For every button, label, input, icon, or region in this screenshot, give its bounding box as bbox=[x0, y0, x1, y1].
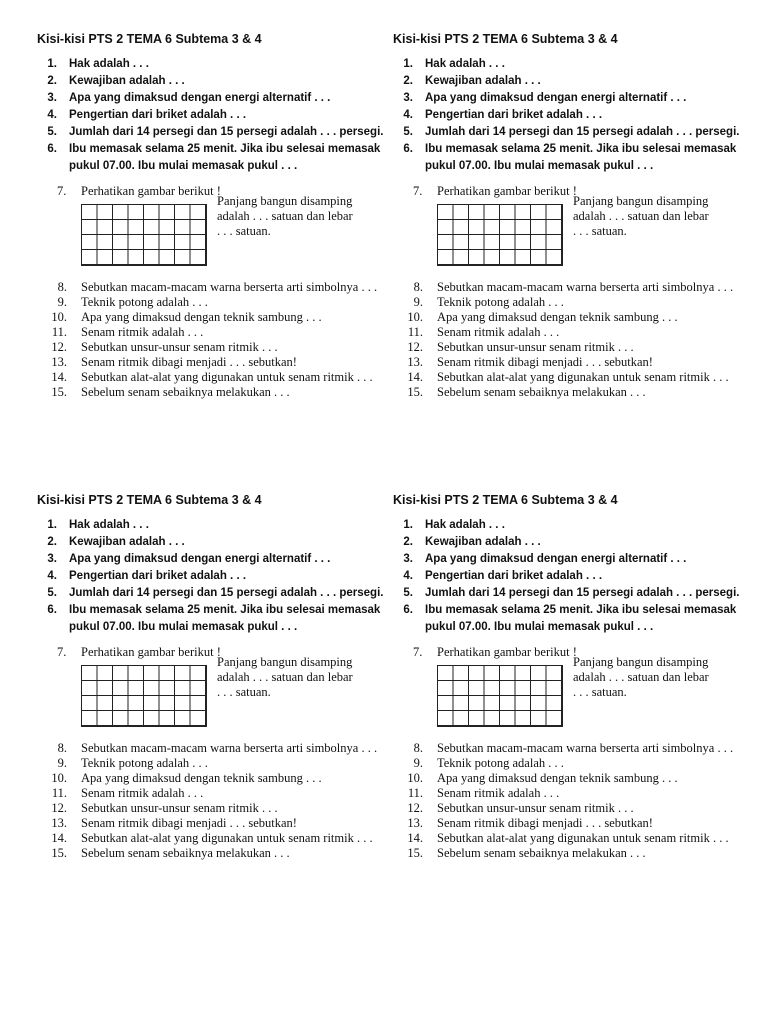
question-item bbox=[37, 756, 381, 771]
question-text: Hak adalah . . . bbox=[69, 519, 149, 531]
question-item bbox=[393, 325, 737, 340]
question-number: 3. bbox=[403, 92, 413, 104]
question-number: 5. bbox=[47, 126, 57, 138]
question-text: Sebelum senam sebaiknya melakukan . . . bbox=[81, 385, 290, 399]
question-number: 11. bbox=[407, 786, 423, 800]
question-text: Sebutkan unsur-unsur senam ritmik . . . bbox=[437, 340, 634, 354]
question-item bbox=[37, 295, 381, 310]
question-number: 4. bbox=[47, 109, 57, 121]
question-item bbox=[393, 90, 747, 107]
worksheet-title: Kisi-kisi PTS 2 TEMA 6 Subtema 3 & 4 bbox=[393, 493, 618, 507]
question-item bbox=[393, 280, 737, 295]
question-text: Senam ritmik adalah . . . bbox=[437, 786, 560, 800]
question-list-part-two bbox=[393, 741, 748, 861]
question-number: 2. bbox=[47, 536, 57, 548]
question-text: Sebutkan alat-alat yang digunakan untuk senam ritmik . . . bbox=[437, 370, 729, 384]
question-text: Jumlah dari 14 persegi dan 15 persegi adalah . . . persegi. bbox=[69, 587, 384, 599]
question-item bbox=[37, 370, 381, 385]
question-text: Sebutkan macam-macam warna berserta arti simbolnya . . . bbox=[437, 741, 734, 755]
question-text: Perhatikan gambar berikut ! bbox=[81, 184, 221, 198]
question-item bbox=[37, 846, 381, 861]
question-number: 11. bbox=[51, 325, 67, 339]
question-number: 13. bbox=[407, 816, 423, 830]
question-item bbox=[393, 771, 737, 786]
question-item bbox=[393, 56, 747, 73]
question-number: 11. bbox=[51, 786, 67, 800]
question-text: Apa yang dimaksud dengan teknik sambung . . . bbox=[437, 771, 678, 785]
question-number: 1. bbox=[47, 519, 57, 531]
grid-figure-caption: Panjang bangun disamping adalah . . . satuan dan lebar . . . satuan. bbox=[573, 194, 709, 238]
question-item bbox=[393, 568, 747, 585]
question-number: 15. bbox=[407, 846, 423, 860]
question-item bbox=[393, 310, 737, 325]
question-number: 5. bbox=[403, 126, 413, 138]
question-text: Perhatikan gambar berikut ! bbox=[437, 184, 577, 198]
question-number: 1. bbox=[47, 58, 57, 70]
question-number: 7. bbox=[57, 184, 67, 198]
question-number: 3. bbox=[47, 92, 57, 104]
question-7 bbox=[37, 645, 392, 737]
question-text: Pengertian dari briket adalah . . . bbox=[69, 109, 247, 121]
question-number: 3. bbox=[47, 553, 57, 565]
question-text: Jumlah dari 14 persegi dan 15 persegi adalah . . . persegi. bbox=[425, 587, 740, 599]
question-number: 13. bbox=[407, 355, 423, 369]
question-item bbox=[37, 771, 381, 786]
question-item bbox=[393, 385, 737, 400]
question-item bbox=[393, 846, 737, 861]
question-item bbox=[393, 741, 737, 756]
question-number: 15. bbox=[407, 385, 423, 399]
question-item bbox=[393, 801, 737, 816]
question-number: 13. bbox=[51, 355, 67, 369]
question-text: Apa yang dimaksud dengan energi alternatif . . . bbox=[425, 553, 687, 565]
question-text: Kewajiban adalah . . . bbox=[69, 536, 185, 548]
question-text: Hak adalah . . . bbox=[425, 519, 505, 531]
question-item bbox=[37, 310, 381, 325]
question-item bbox=[37, 355, 381, 370]
question-text: Sebutkan unsur-unsur senam ritmik . . . bbox=[81, 340, 278, 354]
question-text: Sebutkan macam-macam warna berserta arti simbolnya . . . bbox=[437, 280, 734, 294]
question-number: 10. bbox=[407, 310, 423, 324]
question-number: 9. bbox=[57, 295, 67, 309]
question-number: 14. bbox=[407, 370, 423, 384]
question-7 bbox=[393, 645, 748, 737]
grid-figure-caption: Panjang bangun disamping adalah . . . satuan dan lebar . . . satuan. bbox=[573, 655, 709, 699]
question-item bbox=[37, 56, 391, 73]
question-text: Kewajiban adalah . . . bbox=[425, 536, 541, 548]
question-list-part-two bbox=[393, 280, 748, 400]
question-number: 15. bbox=[51, 385, 67, 399]
question-number: 10. bbox=[407, 771, 423, 785]
question-text: Sebutkan alat-alat yang digunakan untuk senam ritmik . . . bbox=[81, 370, 373, 384]
question-text: Sebelum senam sebaiknya melakukan . . . bbox=[437, 385, 646, 399]
question-number: 9. bbox=[57, 756, 67, 770]
question-number: 12. bbox=[51, 801, 67, 815]
question-text: Jumlah dari 14 persegi dan 15 persegi adalah . . . persegi. bbox=[425, 126, 740, 138]
worksheet-copy-2 bbox=[393, 31, 748, 481]
question-text: Apa yang dimaksud dengan teknik sambung . . . bbox=[81, 310, 322, 324]
question-number: 7. bbox=[413, 645, 423, 659]
grid-figure bbox=[81, 665, 207, 727]
worksheet-copy-1 bbox=[37, 31, 392, 481]
question-item bbox=[393, 786, 737, 801]
question-number: 6. bbox=[403, 604, 413, 616]
question-item bbox=[37, 107, 391, 124]
question-text: Jumlah dari 14 persegi dan 15 persegi adalah . . . persegi. bbox=[69, 126, 384, 138]
worksheet-title: Kisi-kisi PTS 2 TEMA 6 Subtema 3 & 4 bbox=[37, 32, 262, 46]
question-item bbox=[37, 340, 381, 355]
question-number: 4. bbox=[403, 109, 413, 121]
question-number: 14. bbox=[407, 831, 423, 845]
question-number: 2. bbox=[47, 75, 57, 87]
question-number: 12. bbox=[407, 801, 423, 815]
question-number: 5. bbox=[47, 587, 57, 599]
question-text: Sebutkan macam-macam warna berserta arti simbolnya . . . bbox=[81, 741, 378, 755]
question-text: Teknik potong adalah . . . bbox=[437, 756, 564, 770]
question-item bbox=[37, 831, 381, 846]
question-number: 4. bbox=[403, 570, 413, 582]
question-text: Sebutkan unsur-unsur senam ritmik . . . bbox=[81, 801, 278, 815]
question-number: 3. bbox=[403, 553, 413, 565]
question-item bbox=[37, 517, 391, 534]
question-number: 11. bbox=[407, 325, 423, 339]
question-item bbox=[37, 568, 391, 585]
question-item bbox=[393, 517, 747, 534]
question-item bbox=[393, 756, 737, 771]
question-number: 8. bbox=[413, 280, 423, 294]
question-item bbox=[37, 280, 381, 295]
question-item bbox=[393, 551, 747, 568]
question-7 bbox=[393, 184, 748, 276]
question-number: 13. bbox=[51, 816, 67, 830]
question-item bbox=[393, 534, 747, 551]
question-text: Apa yang dimaksud dengan energi alternatif . . . bbox=[425, 92, 687, 104]
question-text: Apa yang dimaksud dengan teknik sambung . . . bbox=[81, 771, 322, 785]
question-text: Sebelum senam sebaiknya melakukan . . . bbox=[437, 846, 646, 860]
question-text: Teknik potong adalah . . . bbox=[81, 295, 208, 309]
question-list-part-two bbox=[37, 741, 392, 861]
question-number: 2. bbox=[403, 536, 413, 548]
question-text: Ibu memasak selama 25 menit. Jika ibu selesai memasak pukul 07.00. Ibu mulai memasak pukul . . . bbox=[69, 143, 381, 172]
question-number: 9. bbox=[413, 295, 423, 309]
question-item bbox=[37, 90, 391, 107]
question-text: Pengertian dari briket adalah . . . bbox=[425, 570, 603, 582]
question-text: Sebutkan alat-alat yang digunakan untuk senam ritmik . . . bbox=[81, 831, 373, 845]
worksheet-title: Kisi-kisi PTS 2 TEMA 6 Subtema 3 & 4 bbox=[393, 32, 618, 46]
question-number: 14. bbox=[51, 831, 67, 845]
question-item bbox=[37, 141, 391, 175]
question-text: Hak adalah . . . bbox=[69, 58, 149, 70]
question-list-part-one bbox=[37, 517, 392, 636]
question-item bbox=[37, 801, 381, 816]
question-list-part-one bbox=[37, 56, 392, 175]
question-text: Apa yang dimaksud dengan energi alternatif . . . bbox=[69, 553, 331, 565]
question-item bbox=[37, 741, 381, 756]
question-text: Sebutkan unsur-unsur senam ritmik . . . bbox=[437, 801, 634, 815]
question-item bbox=[37, 385, 381, 400]
question-item bbox=[393, 831, 737, 846]
question-list-part-one bbox=[393, 517, 748, 636]
question-text: Apa yang dimaksud dengan energi alternatif . . . bbox=[69, 92, 331, 104]
question-number: 7. bbox=[413, 184, 423, 198]
question-text: Sebutkan macam-macam warna berserta arti simbolnya . . . bbox=[81, 280, 378, 294]
question-number: 8. bbox=[413, 741, 423, 755]
question-number: 7. bbox=[57, 645, 67, 659]
question-item bbox=[393, 585, 747, 602]
worksheet-copy-3 bbox=[37, 492, 392, 942]
question-number: 2. bbox=[403, 75, 413, 87]
question-text: Hak adalah . . . bbox=[425, 58, 505, 70]
question-text: Senam ritmik adalah . . . bbox=[437, 325, 560, 339]
grid-figure bbox=[81, 204, 207, 266]
question-item bbox=[37, 325, 381, 340]
question-text: Senam ritmik dibagi menjadi . . . sebutkan! bbox=[81, 355, 297, 369]
question-text: Ibu memasak selama 25 menit. Jika ibu selesai memasak pukul 07.00. Ibu mulai memasak pukul . . . bbox=[425, 604, 737, 633]
question-item bbox=[37, 786, 381, 801]
grid-figure bbox=[437, 204, 563, 266]
question-item bbox=[393, 355, 737, 370]
question-item bbox=[393, 340, 737, 355]
question-text: Senam ritmik adalah . . . bbox=[81, 325, 204, 339]
question-text: Ibu memasak selama 25 menit. Jika ibu selesai memasak pukul 07.00. Ibu mulai memasak pukul . . . bbox=[425, 143, 737, 172]
worksheet-copy-4 bbox=[393, 492, 748, 942]
question-number: 4. bbox=[47, 570, 57, 582]
question-item bbox=[37, 585, 391, 602]
question-number: 6. bbox=[47, 143, 57, 155]
question-item bbox=[37, 534, 391, 551]
question-item bbox=[393, 370, 737, 385]
question-item bbox=[37, 551, 391, 568]
question-text: Pengertian dari briket adalah . . . bbox=[69, 570, 247, 582]
question-item bbox=[393, 816, 737, 831]
question-list-part-two bbox=[37, 280, 392, 400]
question-number: 15. bbox=[51, 846, 67, 860]
question-text: Sebutkan alat-alat yang digunakan untuk senam ritmik . . . bbox=[437, 831, 729, 845]
grid-figure bbox=[437, 665, 563, 727]
question-number: 6. bbox=[403, 143, 413, 155]
question-text: Perhatikan gambar berikut ! bbox=[81, 645, 221, 659]
question-number: 8. bbox=[57, 280, 67, 294]
question-text: Senam ritmik dibagi menjadi . . . sebutkan! bbox=[437, 355, 653, 369]
question-text: Kewajiban adalah . . . bbox=[69, 75, 185, 87]
question-item bbox=[393, 107, 747, 124]
question-text: Senam ritmik adalah . . . bbox=[81, 786, 204, 800]
question-text: Sebelum senam sebaiknya melakukan . . . bbox=[81, 846, 290, 860]
question-text: Ibu memasak selama 25 menit. Jika ibu selesai memasak pukul 07.00. Ibu mulai memasak pukul . . . bbox=[69, 604, 381, 633]
question-text: Senam ritmik dibagi menjadi . . . sebutkan! bbox=[81, 816, 297, 830]
grid-figure-caption: Panjang bangun disamping adalah . . . satuan dan lebar . . . satuan. bbox=[217, 655, 353, 699]
question-number: 12. bbox=[407, 340, 423, 354]
question-item bbox=[37, 816, 381, 831]
question-item bbox=[393, 602, 747, 636]
question-text: Kewajiban adalah . . . bbox=[425, 75, 541, 87]
question-item bbox=[37, 124, 391, 141]
question-text: Apa yang dimaksud dengan teknik sambung . . . bbox=[437, 310, 678, 324]
worksheet-title: Kisi-kisi PTS 2 TEMA 6 Subtema 3 & 4 bbox=[37, 493, 262, 507]
question-number: 10. bbox=[51, 771, 67, 785]
question-number: 1. bbox=[403, 58, 413, 70]
question-number: 12. bbox=[51, 340, 67, 354]
question-number: 10. bbox=[51, 310, 67, 324]
question-number: 8. bbox=[57, 741, 67, 755]
question-list-part-one bbox=[393, 56, 748, 175]
question-item bbox=[37, 73, 391, 90]
question-7 bbox=[37, 184, 392, 276]
question-number: 14. bbox=[51, 370, 67, 384]
grid-figure-caption: Panjang bangun disamping adalah . . . satuan dan lebar . . . satuan. bbox=[217, 194, 353, 238]
question-number: 5. bbox=[403, 587, 413, 599]
question-text: Teknik potong adalah . . . bbox=[437, 295, 564, 309]
question-number: 6. bbox=[47, 604, 57, 616]
question-number: 1. bbox=[403, 519, 413, 531]
question-item bbox=[37, 602, 391, 636]
question-item bbox=[393, 73, 747, 90]
question-text: Perhatikan gambar berikut ! bbox=[437, 645, 577, 659]
question-text: Senam ritmik dibagi menjadi . . . sebutkan! bbox=[437, 816, 653, 830]
question-item bbox=[393, 295, 737, 310]
question-text: Pengertian dari briket adalah . . . bbox=[425, 109, 603, 121]
question-number: 9. bbox=[413, 756, 423, 770]
question-item bbox=[393, 124, 747, 141]
question-text: Teknik potong adalah . . . bbox=[81, 756, 208, 770]
question-item bbox=[393, 141, 747, 175]
